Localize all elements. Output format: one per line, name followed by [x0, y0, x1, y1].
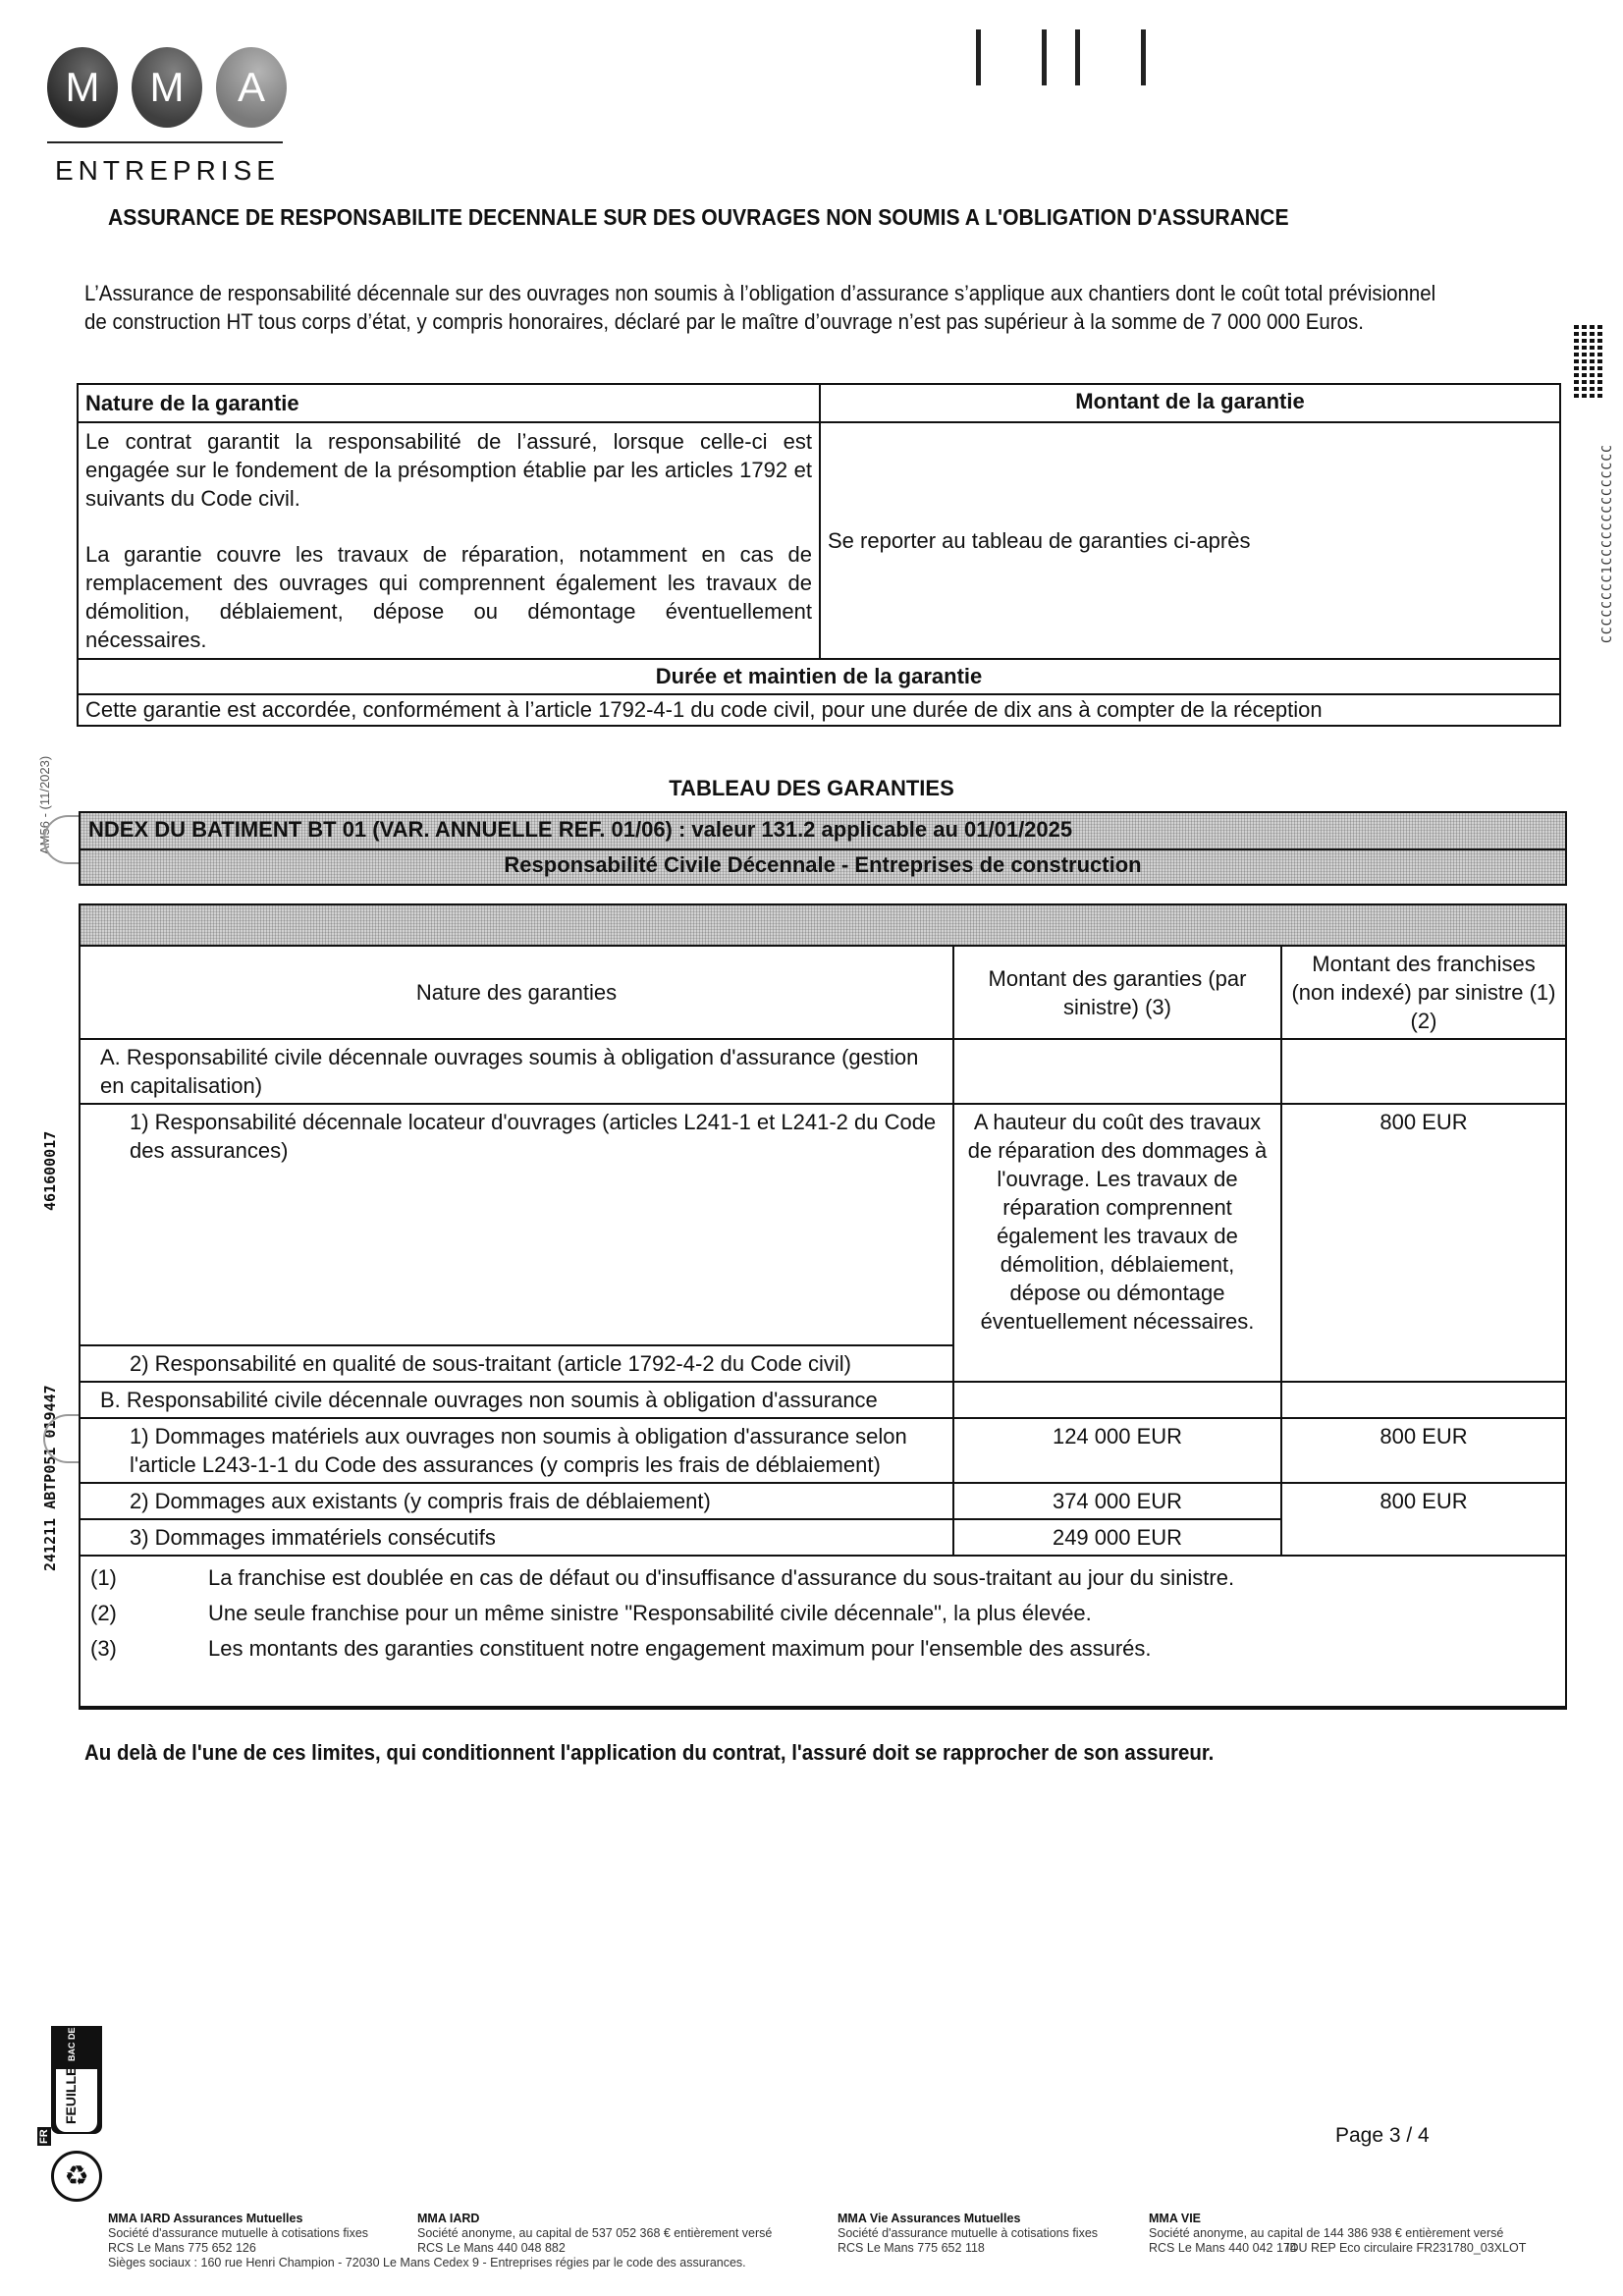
garantie-table: [77, 383, 1561, 727]
footnotes: [81, 1557, 1565, 1706]
datamatrix-code: [1571, 324, 1603, 401]
id-number: 461600017: [41, 1130, 59, 1211]
footer-sieges: Sièges sociaux : 160 rue Henri Champion - 72030 Le Mans Cedex 9 - Entreprises régies par le code des assurances.: [108, 2256, 746, 2269]
garanties-table: [79, 903, 1567, 1710]
company-rcs: RCS Le Mans 440 042 174: [1149, 2241, 1297, 2255]
header-montant: Montant des garanties (par sinistre) (3): [953, 946, 1281, 1039]
intro-paragraph: L’Assurance de responsabilité décennale sur des ouvrages non soumis à l’obligation d’assurance s’applique aux chantiers dont le coût total prévisionnel de construction HT tous corps d’état, y compris honoraires, déclaré par le maître d’ouvrage n’est pas supérieur à la somme de 7 000 000 Euros.: [84, 281, 1436, 334]
row-b1-montant: 124 000 EUR: [953, 1418, 1281, 1483]
batch-code: 241211 ABTP051 019447: [41, 1385, 59, 1571]
row-b23-franchise: 800 EUR: [1281, 1483, 1565, 1556]
nature-paragraph: La garantie couvre les travaux de réparation, notamment en cas de remplacement des ouvrages qui comprennent également les travaux de démolition, déblaiement, dépose ou démontage éventuellement nécessaires.: [85, 542, 812, 652]
recycling-bin-icon: BAC DE TRI: [67, 2010, 77, 2061]
col-nature-header: Nature de la garantie: [78, 384, 820, 422]
logo-divider: [47, 141, 283, 143]
logo-letter-m1: M: [47, 47, 118, 128]
timing-mark: [976, 29, 981, 85]
header-franchise: Montant des franchises (non indexé) par sinistre (1) (2): [1281, 946, 1565, 1039]
company-info: Société anonyme, au capital de 537 052 368 € entièrement versé: [417, 2226, 773, 2240]
row-a1-label: 1) Responsabilité décennale locateur d'ouvrages (articles L241-1 et L241-2 du Code des assurances): [81, 1104, 953, 1345]
footnote-text: La franchise est doublée en cas de défaut ou d'insuffisance d'assurance du sous-traitant au jour du sinistre.: [208, 1565, 1235, 1590]
table-row: [81, 1039, 1565, 1104]
table-hatched-header: [81, 905, 1565, 945]
footnote: [90, 1631, 1555, 1667]
company-rcs: RCS Le Mans 775 652 126: [108, 2241, 256, 2255]
table-row: [81, 1418, 1565, 1483]
duree-text: Cette garantie est accordée, conformément à l’article 1792-4-1 du code civil, pour une durée de dix ans à compter de la réception: [78, 694, 1560, 726]
montant-cell: Se reporter au tableau de garanties ci-après: [820, 422, 1560, 659]
timing-mark: [1075, 29, 1080, 85]
row-b2-montant: 374 000 EUR: [953, 1483, 1281, 1519]
footer-company: [108, 2212, 368, 2256]
row-a-franchise: 800 EUR: [1281, 1104, 1565, 1382]
company-name: MMA VIE: [1149, 2212, 1202, 2225]
footer-company: [838, 2212, 1098, 2256]
company-info: Société anonyme, au capital de 144 386 938 € entièrement versé: [1149, 2226, 1504, 2240]
col-montant-header: Montant de la garantie: [820, 384, 1560, 422]
logo-wordmark: ENTREPRISE: [55, 155, 280, 186]
table-row: [81, 1483, 1565, 1519]
company-name: MMA Vie Assurances Mutuelles: [838, 2212, 1021, 2225]
index-subtitle: Responsabilité Civile Décennale - Entreprises de construction: [81, 848, 1565, 884]
triman-item: FEUILLET: [63, 2058, 79, 2124]
form-code: AM56 - (11/2023): [37, 755, 52, 854]
footer-company: [417, 2212, 772, 2256]
header-nature: Nature des garanties: [81, 946, 953, 1039]
page-number: Page 3 / 4: [1335, 2124, 1430, 2147]
company-name: MMA IARD: [417, 2212, 480, 2225]
section-b-label: B. Responsabilité civile décennale ouvrages non soumis à obligation d'assurance: [81, 1382, 953, 1418]
company-rcs: RCS Le Mans 775 652 118: [838, 2241, 985, 2255]
nature-cell: [78, 422, 820, 659]
row-b1-franchise: 800 EUR: [1281, 1418, 1565, 1483]
nature-paragraph: Le contrat garantit la responsabilité de l’assuré, lorsque celle-ci est engagée sur le fondement de la présomption établie par les articles 1792 et suivants du Code civil.: [85, 429, 812, 511]
section-a-label: A. Responsabilité civile décennale ouvrages soumis à obligation d'assurance (gestion en capitalisation): [81, 1039, 953, 1104]
row-b2-label: 2) Dommages aux existants (y compris frais de déblaiement): [81, 1483, 953, 1519]
country-badge: FR: [38, 2129, 50, 2144]
company-info: Société d'assurance mutuelle à cotisations fixes: [838, 2226, 1099, 2240]
table-row: [81, 1382, 1565, 1418]
footnote-text: Les montants des garanties constituent notre engagement maximum pour l'ensemble des assurés.: [208, 1636, 1152, 1661]
table-row: [81, 1104, 1565, 1345]
footnote-number: (2): [90, 1601, 117, 1625]
triman-recycle-icon: ♻: [51, 2151, 102, 2202]
footnote-number: (3): [90, 1636, 117, 1661]
row-a-montant: A hauteur du coût des travaux de réparation des dommages à l'ouvrage. Les travaux de réparation comprennent également les travaux de démolition, déblaiement, dépose ou démontage éventuellement nécessaires.: [953, 1104, 1281, 1382]
footnote: [90, 1560, 1555, 1596]
row-a2-label: 2) Responsabilité en qualité de sous-traitant (article 1792-4-2 du Code civil): [81, 1345, 953, 1382]
row-b3-label: 3) Dommages immatériels consécutifs: [81, 1519, 953, 1556]
company-rcs: RCS Le Mans 440 048 882: [417, 2241, 566, 2255]
triman-label: [51, 2010, 102, 2134]
right-margin-code: CCCCCCCC1CCCCCCCCCCCCCC: [1600, 443, 1615, 643]
row-b3-montant: 249 000 EUR: [953, 1519, 1281, 1556]
row-b1-label: 1) Dommages matériels aux ouvrages non soumis à obligation d'assurance selon l'article L243-1-1 du Code des assurances (y compris les frais de déblaiement): [81, 1418, 953, 1483]
footer-idu: IDU REP Eco circulaire FR231780_03XLOT: [1286, 2241, 1527, 2255]
punch-hole: [43, 815, 79, 864]
duree-header: Durée et maintien de la garantie: [78, 659, 1560, 694]
footnote: [90, 1596, 1555, 1631]
logo-letter-a: A: [216, 47, 287, 128]
limits-warning: Au delà de l'une de ces limites, qui conditionnent l'application du contrat, l'assuré doit se rapprocher de son assureur.: [84, 1740, 1215, 1765]
page-title: ASSURANCE DE RESPONSABILITE DECENNALE SUR DES OUVRAGES NON SOUMIS A L'OBLIGATION D'ASSURANCE: [108, 204, 1289, 230]
timing-mark: [1042, 29, 1047, 85]
footnote-number: (1): [90, 1565, 117, 1590]
index-line: NDEX DU BATIMENT BT 01 (VAR. ANNUELLE REF. 01/06) : valeur 131.2 applicable au 01/01/2025: [88, 817, 1073, 842]
tableau-title: TABLEAU DES GARANTIES: [669, 776, 954, 800]
footnote-text: Une seule franchise pour un même sinistre "Responsabilité civile décennale", la plus élevée.: [208, 1601, 1092, 1625]
timing-mark: [1141, 29, 1146, 85]
index-band: [79, 811, 1567, 886]
company-name: MMA IARD Assurances Mutuelles: [108, 2212, 303, 2225]
logo-letter-m2: M: [132, 47, 202, 128]
mma-logo: [47, 39, 332, 187]
company-info: Société d'assurance mutuelle à cotisations fixes: [108, 2226, 369, 2240]
